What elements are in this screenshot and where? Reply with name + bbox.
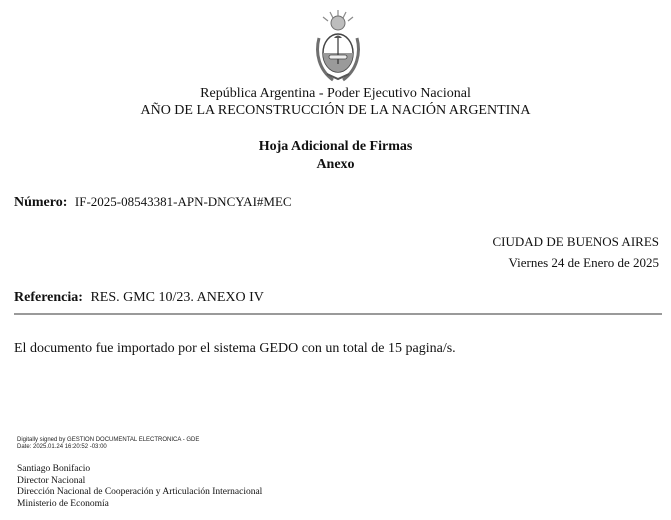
document-number-value: IF-2025-08543381-APN-DNCYAI#MEC — [74, 194, 292, 209]
reference-label: Referencia: — [14, 290, 83, 305]
header-line-1: República Argentina - Poder Ejecutivo Nacional — [200, 86, 471, 101]
city: CIUDAD DE BUENOS AIRES — [492, 234, 659, 249]
signer-office: Dirección Nacional de Cooperación y Articulación Internacional — [17, 487, 263, 497]
divider — [14, 313, 662, 315]
reference-value: RES. GMC 10/23. ANEXO IV — [90, 290, 264, 305]
body-text: El documento fue importado por el sistema GEDO con un total de 15 pagina/s. — [14, 341, 456, 356]
signer-ministry: Ministerio de Economía — [17, 498, 109, 509]
coat-of-arms-argentina-icon — [313, 8, 363, 84]
header-line-2: AÑO DE LA RECONSTRUCCIÓN DE LA NACIÓN ARGENTINA — [140, 103, 531, 118]
document-number-label: Número: — [14, 195, 68, 210]
signer-block — [17, 464, 262, 510]
document-subtitle: Anexo — [316, 157, 355, 172]
signer-role: Director Nacional — [17, 475, 86, 486]
document-date: Viernes 24 de Enero de 2025 — [508, 255, 659, 270]
signer-name: Santiago Bonifacio — [17, 464, 91, 474]
document-number — [14, 194, 292, 211]
reference — [14, 290, 264, 306]
digital-signature-stamp — [17, 437, 199, 451]
document-title: Hoja Adicional de Firmas — [258, 139, 413, 154]
digital-signature-line-1: Digitally signed by GESTION DOCUMENTAL ELECTRONICA - GDE — [17, 437, 200, 443]
digital-signature-date: Date: 2025.01.24 16:20:52 -03:00 — [17, 444, 107, 450]
